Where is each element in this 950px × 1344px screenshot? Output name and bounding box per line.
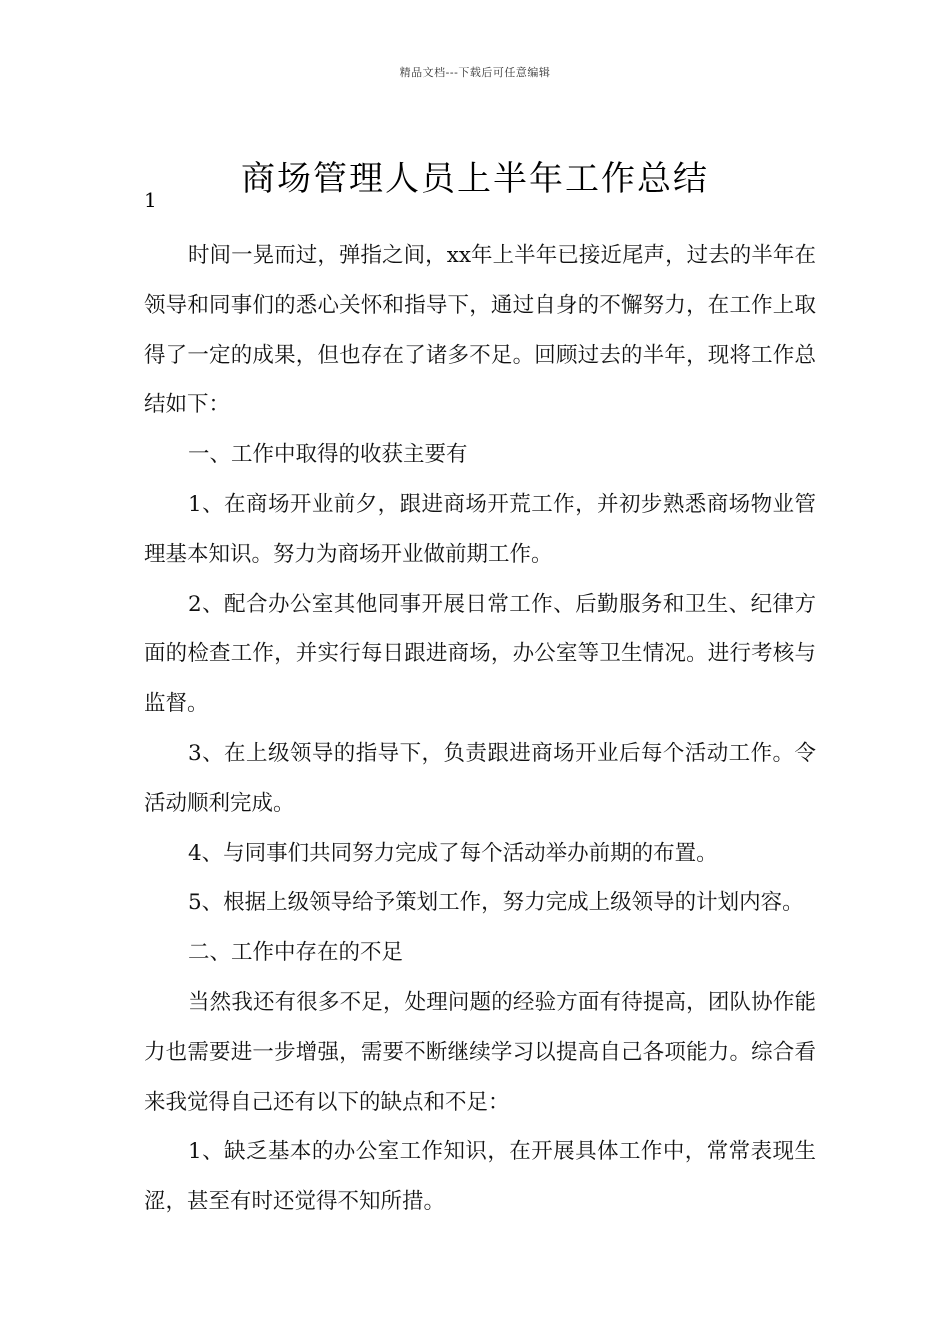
header-note: 精品文档---下载后可任意编辑: [399, 66, 551, 79]
document-body: [144, 231, 816, 1227]
list-item: 1、缺乏基本的办公室工作知识，在开展具体工作中，常常表现生涩，甚至有时还觉得不知所措。: [144, 1139, 816, 1215]
section-heading-shortcomings: 二、工作中存在的不足: [188, 940, 404, 966]
list-item: 5、根据上级领导给予策划工作，努力完成上级领导的计划内容。: [188, 890, 804, 916]
list-item: 1、在商场开业前夕，跟进商场开荒工作，并初步熟悉商场物业管理基本知识。努力为商场开业做前期工作。: [144, 491, 816, 567]
list-item: 4、与同事们共同努力完成了每个活动举办前期的布置。: [188, 840, 718, 866]
list-item: 2、配合办公室其他同事开展日常工作、后勤服务和卫生、纪律方面的检查工作，并实行每日跟进商场，办公室等卫生情况。进行考核与监督。: [144, 591, 816, 717]
paragraph-shortcomings: 当然我还有很多不足，处理问题的经验方面有待提高，团队协作能力也需要进一步增强，需要不断继续学习以提高自己各项能力。综合看来我觉得自己还有以下的缺点和不足：: [144, 989, 816, 1115]
list-item: 3、在上级领导的指导下，负责跟进商场开业后每个活动工作。令活动顺利完成。: [144, 740, 816, 816]
paragraph-intro: 时间一晃而过，弹指之间，xx年上半年已接近尾声，过去的半年在领导和同事们的悉心关怀和指导下，通过自身的不懈努力，在工作上取得了一定的成果，但也存在了诸多不足。回顾过去的半年，现将工作总结如下：: [144, 243, 816, 418]
page-number: 1: [144, 188, 157, 212]
document-title: 商场管理人员上半年工作总结: [241, 158, 709, 199]
section-heading-achievements: 一、工作中取得的收获主要有: [188, 442, 468, 468]
